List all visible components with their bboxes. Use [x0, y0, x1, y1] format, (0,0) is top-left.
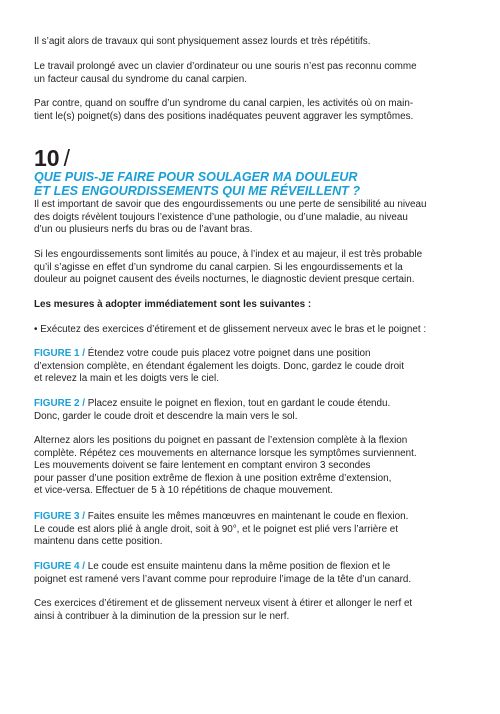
paragraph-aggravation: Par contre, quand on souffre d’un syndrome du canal carpien, les activités où on main- tient le(s) poignet(s) dans des positions inadéquates peuvent aggraver les symptômes.	[34, 98, 414, 122]
paragraph-alternate: Alternez alors les positions du poignet en passant de l’extension complète à la flexion complète. Répétez ces mouvements en alternance lorsque les symptômes surviennent. Les mouvements doivent se faire lentement en comptant environ 3 secondes pour passer d’une position extrême de flexion à une position extrême d’extension, et vice-versa. Effectuer de 5 à 10 répétitions de chaque mouvement.	[34, 435, 417, 497]
paragraph-keyboard: Le travail prolongé avec un clavier d’ordinateur ou une souris n’est pas reconnu comme un facteur causal du syndrome du canal carpien.	[34, 61, 417, 85]
figure-4-label: FIGURE 4 /	[34, 561, 86, 572]
paragraph-diagnosis: Si les engourdissements sont limités au pouce, à l’index et au majeur, il est très probable qu’il s’agisse en effet d’un syndrome du canal carpien. Si les engourdissements et la douleur au poignet causent des éveils nocturnes, le diagnostic devient presque certain.	[34, 249, 423, 286]
figure-2-paragraph: FIGURE 2 / Placez ensuite le poignet en flexion, tout en gardant le coude étendu. Donc, garder le coude droit et descendre la main vers le sol.	[34, 398, 391, 422]
paragraph-heavy-work: Il s’agit alors de travaux qui sont physiquement assez lourds et très répétitifs.	[34, 36, 371, 47]
paragraph-closing: Ces exercices d’étirement et de glissement nerveux visent à étirer et allonger le nerf et ainsi à contribuer à la diminution de la pression sur le nerf.	[34, 598, 413, 622]
section-number	[34, 145, 70, 171]
figure-3-label: FIGURE 3 /	[34, 511, 86, 522]
section-number-slash: /	[63, 145, 70, 171]
figure-1-paragraph: FIGURE 1 / Étendez votre coude puis placez votre poignet dans une position d’extension complète, en étendant également les doigts. Donc, gardez le coude droit et relevez la main et les doigts vers le ciel.	[34, 348, 404, 385]
paragraph-intro: Il est important de savoir que des engourdissements ou une perte de sensibilité au niveau des doigts révèlent toujours l’existence d’une pathologie, ou d’une maladie, au niveau d’un ou plusieurs nerfs du bras ou de l’avant bras.	[34, 199, 427, 236]
section-number-value: 10	[34, 145, 60, 171]
figure-2-label: FIGURE 2 /	[34, 398, 86, 409]
figure-4-paragraph: FIGURE 4 / Le coude est ensuite maintenu dans la même position de flexion et le poignet est ramené vers l’avant comme pour reproduire l’image de la tête d’un canard.	[34, 561, 412, 585]
bullet-exercises: • Exécutez des exercices d’étirement et de glissement nerveux avec le bras et le poignet :	[34, 324, 427, 335]
section-title: QUE PUIS-JE FAIRE POUR SOULAGER MA DOULEUR ET LES ENGOURDISSEMENTS QUI ME RÉVEILLENT ?	[34, 170, 361, 199]
figure-3-paragraph: FIGURE 3 / Faites ensuite les mêmes manœuvres en maintenant le coude en flexion. Le coude est alors plié à angle droit, soit à 90°, et le poignet est plié vers l’arrière et maintenu dans cette position.	[34, 511, 409, 548]
measures-heading: Les mesures à adopter immédiatement sont les suivantes :	[34, 299, 312, 310]
figure-1-label: FIGURE 1 /	[34, 348, 86, 359]
